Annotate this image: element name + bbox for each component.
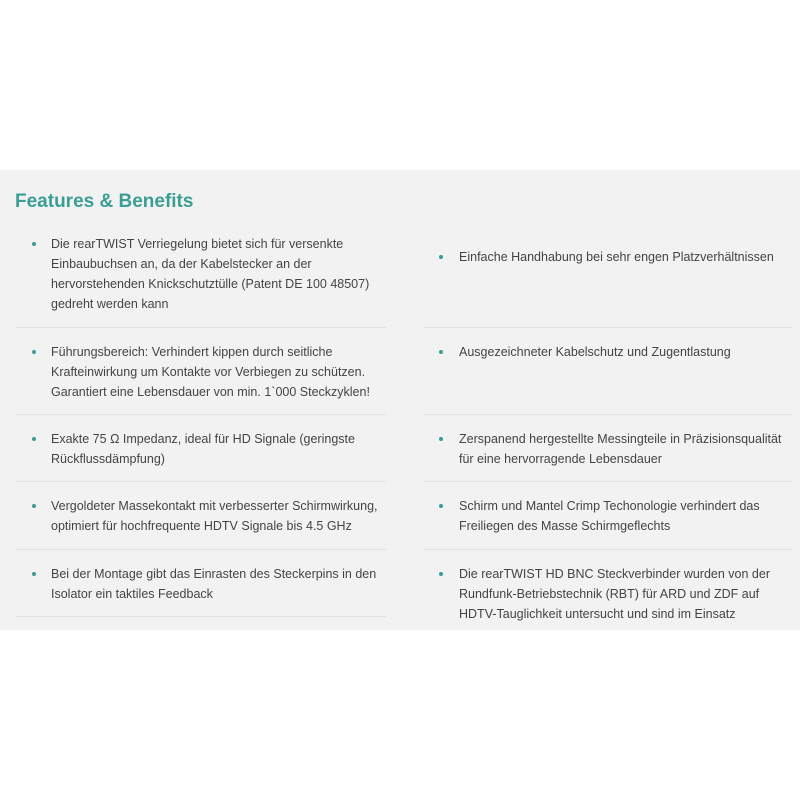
feature-item	[15, 342, 386, 402]
divider	[423, 414, 793, 415]
bullet-icon	[439, 572, 443, 576]
section-title: Features & Benefits	[15, 191, 194, 212]
divider	[15, 549, 386, 550]
divider	[15, 327, 386, 328]
bullet-icon	[439, 437, 443, 441]
bullet-icon	[439, 504, 443, 508]
feature-text: Einfache Handhabung bei sehr engen Platzverhältnissen	[459, 250, 774, 264]
feature-text: Die rearTWIST Verriegelung bietet sich für versenkte Einbaubuchsen an, da der Kabelstecker an der hervorstehenden Knickschutztülle (Patent DE 100 48507) gedreht werden kann	[51, 237, 370, 311]
feature-text: Exakte 75 Ω Impedanz, ideal für HD Signale (geringste Rückflussdämpfung)	[51, 432, 355, 466]
bullet-icon	[32, 350, 36, 354]
feature-item	[423, 342, 793, 362]
feature-text: Vergoldeter Massekontakt mit verbesserter Schirmwirkung, optimiert für hochfrequente HDTV Signale bis 4.5 GHz	[51, 499, 378, 533]
feature-text: Ausgezeichneter Kabelschutz und Zugentlastung	[459, 345, 731, 359]
bullet-icon	[32, 504, 36, 508]
feature-text: Schirm und Mantel Crimp Techonologie verhindert das Freiliegen des Masse Schirmgeflechts	[459, 499, 760, 533]
feature-item	[423, 564, 793, 624]
divider	[15, 414, 386, 415]
feature-item	[423, 496, 793, 536]
bullet-icon	[439, 255, 443, 259]
feature-item	[423, 247, 793, 267]
bullet-icon	[32, 242, 36, 246]
feature-item	[15, 429, 386, 469]
feature-text: Führungsbereich: Verhindert kippen durch seitliche Krafteinwirkung um Kontakte vor Verbiegen zu schützen. Garantiert eine Lebensdauer von min. 1`000 Steckzyklen!	[51, 345, 370, 399]
divider	[423, 549, 793, 550]
divider	[15, 481, 386, 482]
bullet-icon	[32, 572, 36, 576]
feature-item	[15, 564, 386, 604]
feature-item	[15, 496, 386, 536]
divider	[15, 616, 386, 617]
feature-item	[423, 429, 793, 469]
divider	[423, 327, 793, 328]
feature-text: Bei der Montage gibt das Einrasten des Steckerpins in den Isolator ein taktiles Feedback	[51, 567, 377, 601]
divider	[423, 481, 793, 482]
feature-text: Zerspanend hergestellte Messingteile in Präzisionsqualität für eine hervorragende Lebensdauer	[459, 432, 782, 466]
bullet-icon	[439, 350, 443, 354]
feature-item	[15, 234, 386, 314]
feature-text: Die rearTWIST HD BNC Steckverbinder wurden von der Rundfunk-Betriebstechnik (RBT) für ARD und ZDF auf HDTV-Tauglichkeit untersucht und sind im Einsatz	[459, 567, 770, 621]
bullet-icon	[32, 437, 36, 441]
